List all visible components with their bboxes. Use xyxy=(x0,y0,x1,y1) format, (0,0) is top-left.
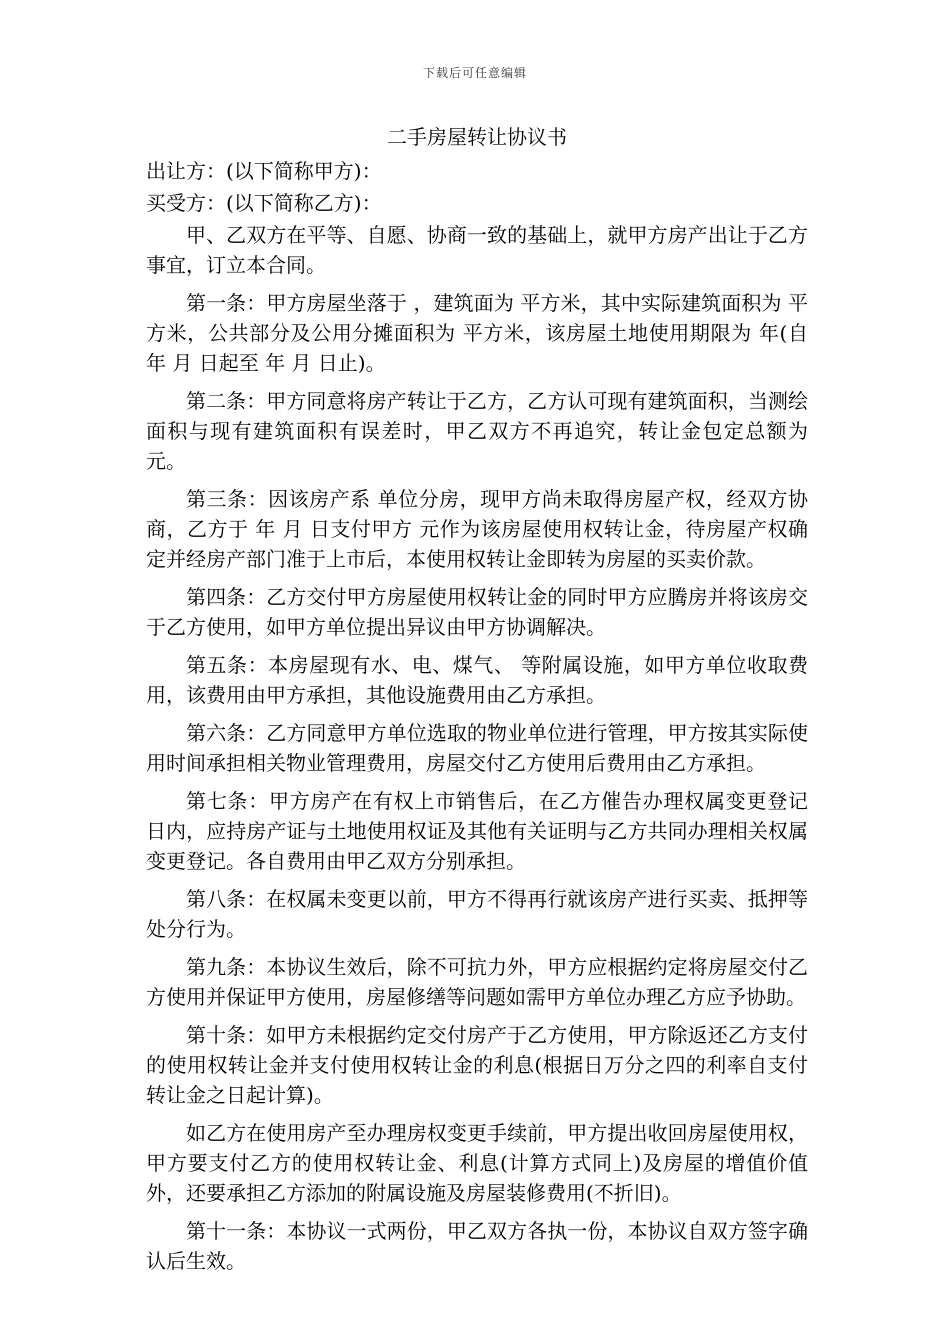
paragraph-article-8: 第八条：在权属未变更以前，甲方不得再行就该房产进行买卖、抵押等处分行为。 xyxy=(146,887,808,941)
buyer-line: 买受方：(以下简称乙方)： xyxy=(146,191,382,215)
paragraph-article-5: 第五条：本房屋现有水、电、煤气、 等附属设施，如甲方单位收取费用，该费用由甲方承担，其他设施费用由乙方承担。 xyxy=(146,653,808,707)
paragraph-article-10-supplement: 如乙方在使用房产至办理房权变更手续前，甲方提出收回房屋使用权，甲方要支付乙方的使用权转让金、利息(计算方式同上)及房屋的增值价值外，还要承担乙方添加的附属设施及房屋装修费用(不折旧)。 xyxy=(146,1121,808,1205)
document-title: 二手房屋转让协议书 xyxy=(387,125,567,149)
paragraph-article-6: 第六条：乙方同意甲方单位选取的物业单位进行管理，甲方按其实际使用时间承担相关物业管理费用，房屋交付乙方使用后费用由乙方承担。 xyxy=(146,721,808,775)
seller-line: 出让方：(以下简称甲方)： xyxy=(146,159,382,183)
paragraph-article-3: 第三条：因该房产系 单位分房，现甲方尚未取得房屋产权，经双方协商，乙方于 年 月 日支付甲方 元作为该房屋使用权转让金，待房屋产权确定并经房产部门准于上市后，本使用权转让金即转为房屋的买卖价款。 xyxy=(146,487,808,571)
paragraph-article-4: 第四条：乙方交付甲方房屋使用权转让金的同时甲方应腾房并将该房交于乙方使用，如甲方单位提出异议由甲方协调解决。 xyxy=(146,585,808,639)
paragraph-article-10: 第十条：如甲方未根据约定交付房产于乙方使用，甲方除返还乙方支付的使用权转让金并支付使用权转让金的利息(根据日万分之四的利率自支付转让金之日起计算)。 xyxy=(146,1023,808,1107)
paragraph-article-11: 第十一条：本协议一式两份，甲乙双方各执一份，本协议自双方签字确认后生效。 xyxy=(146,1219,808,1273)
document-body xyxy=(146,122,808,1284)
paragraph-article-9: 第九条：本协议生效后，除不可抗力外，甲方应根据约定将房屋交付乙方使用并保证甲方使用，房屋修缮等问题如需甲方单位办理乙方应予协助。 xyxy=(146,955,808,1009)
paragraph-article-1: 第一条：甲方房屋坐落于 ，建筑面为 平方米，其中实际建筑面积为 平方米，公共部分及公用分摊面积为 平方米，该房屋土地使用期限为 年(自 年 月 日起至 年 月 日止)。 xyxy=(146,291,808,375)
paragraph-article-7: 第七条：甲方房产在有权上市销售后，在乙方催告办理权属变更登记 日内，应持房产证与土地使用权证及其他有关证明与乙方共同办理相关权属变更登记。各自费用由甲乙双方分别承担。 xyxy=(146,789,808,873)
paragraph-intro: 甲、乙双方在平等、自愿、协商一致的基础上，就甲方房产出让于乙方事宜，订立本合同。 xyxy=(146,223,808,277)
header-note: 下载后可任意编辑 xyxy=(422,66,527,80)
paragraph-article-2: 第二条：甲方同意将房产转让于乙方，乙方认可现有建筑面积，当测绘面积与现有建筑面积有误差时，甲乙双方不再追究，转让金包定总额为 元。 xyxy=(146,389,808,473)
